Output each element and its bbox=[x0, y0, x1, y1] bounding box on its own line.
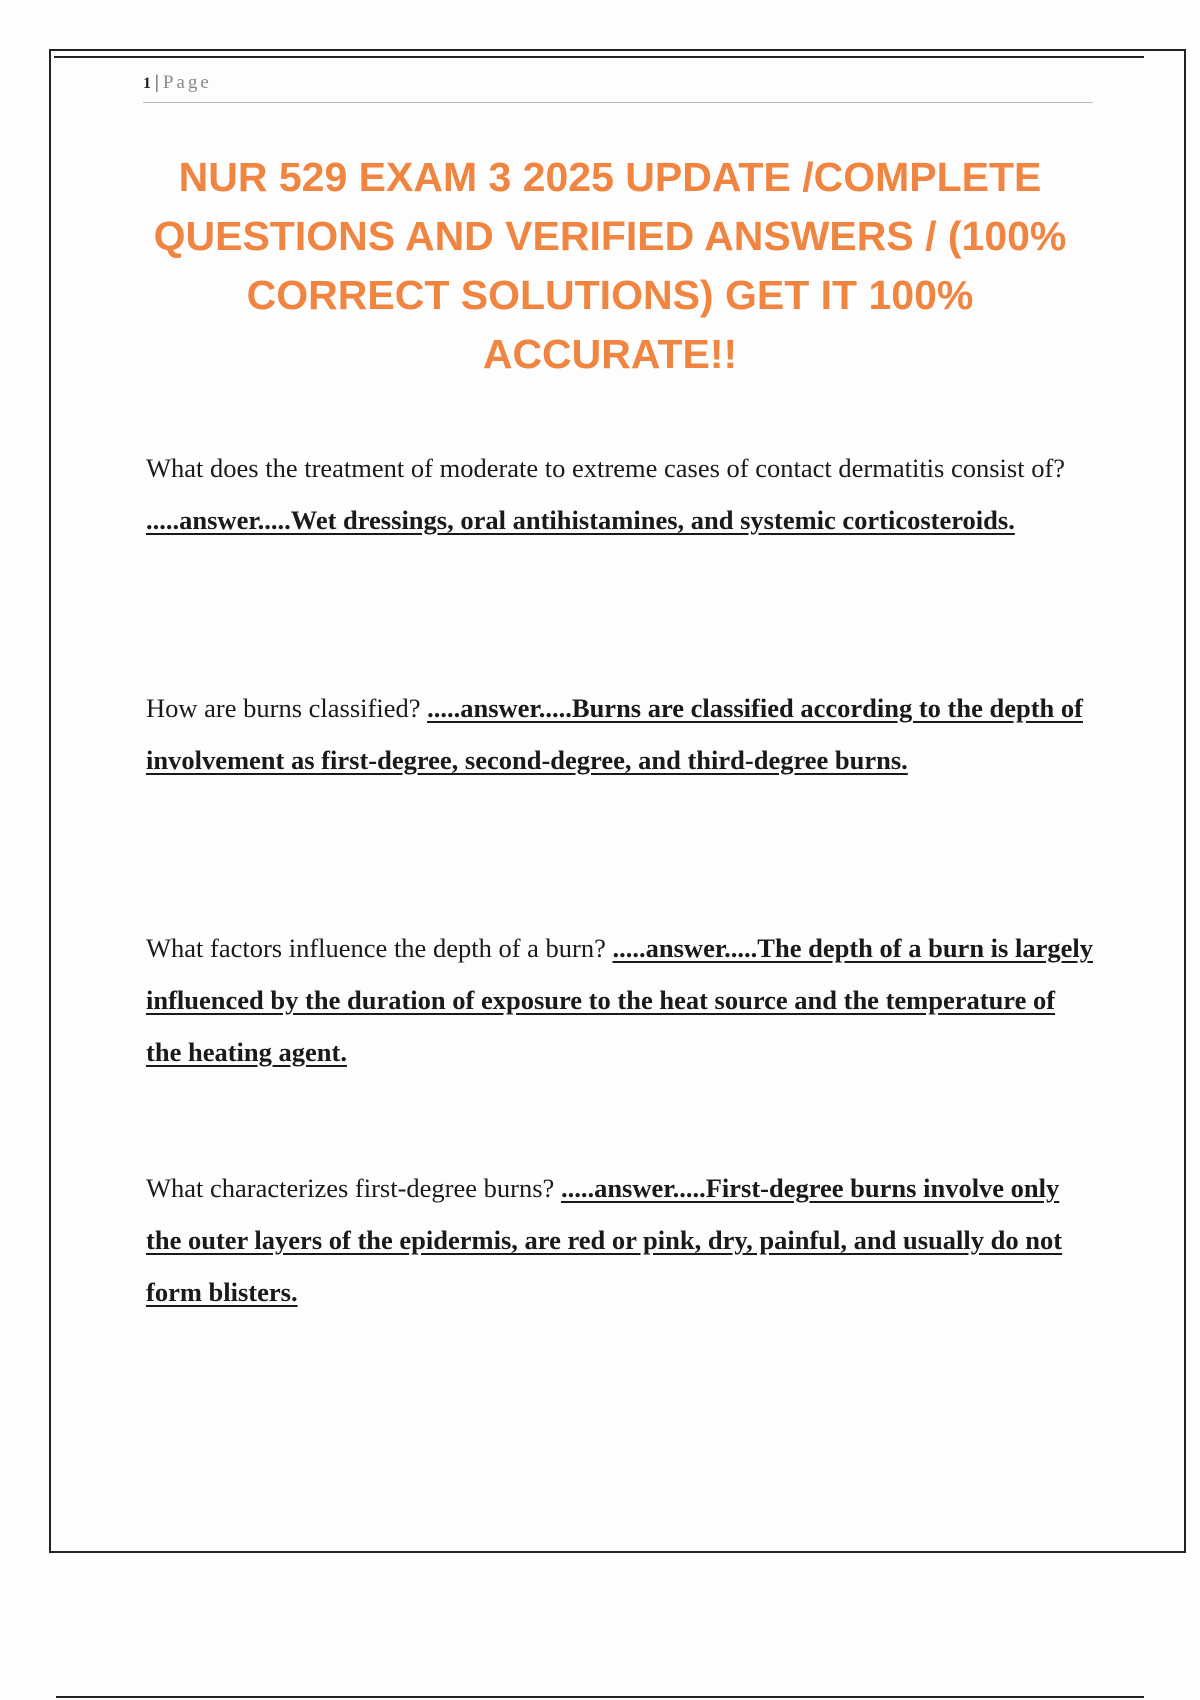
question-text: How are burns classified? bbox=[146, 693, 421, 723]
page-number: 1 bbox=[143, 75, 151, 92]
answer-text: .....answer.....First-degree burns involve only the outer layers of the epidermis, are red or pink, dry, painful, and usually do not form blisters. bbox=[146, 1173, 1063, 1307]
top-divider bbox=[54, 56, 1144, 58]
qa-item-1 bbox=[146, 442, 1096, 546]
answer-text: .....answer.....Wet dressings, oral antihistamines, and systemic corticosteroids. bbox=[146, 505, 1015, 535]
question-text: What factors influence the depth of a burn? bbox=[146, 933, 606, 963]
answer-text: .....answer.....Burns are classified according to the depth of involvement as first-degree, second-degree, and third-degree burns. bbox=[146, 693, 1083, 775]
qa-item-2 bbox=[146, 682, 1096, 786]
document-title: NUR 529 EXAM 3 2025 UPDATE /COMPLETE QUESTIONS AND VERIFIED ANSWERS / (100% CORRECT SOLUTIONS) GET IT 100% ACCURATE!! bbox=[153, 154, 1067, 377]
question-text: What does the treatment of moderate to extreme cases of contact dermatitis consist of? bbox=[146, 453, 1066, 483]
bottom-divider bbox=[56, 1696, 1144, 1698]
page-label: Page bbox=[162, 72, 212, 93]
page-separator: | bbox=[155, 72, 159, 93]
page-header bbox=[143, 72, 1093, 103]
answer-text: .....answer.....The depth of a burn is largely influenced by the duration of exposure to the heat source and the temperature of the heating agent. bbox=[146, 933, 1093, 1067]
question-text: What characterizes first-degree burns? bbox=[146, 1173, 555, 1203]
qa-item-4 bbox=[146, 1162, 1096, 1318]
qa-item-3 bbox=[146, 922, 1096, 1078]
